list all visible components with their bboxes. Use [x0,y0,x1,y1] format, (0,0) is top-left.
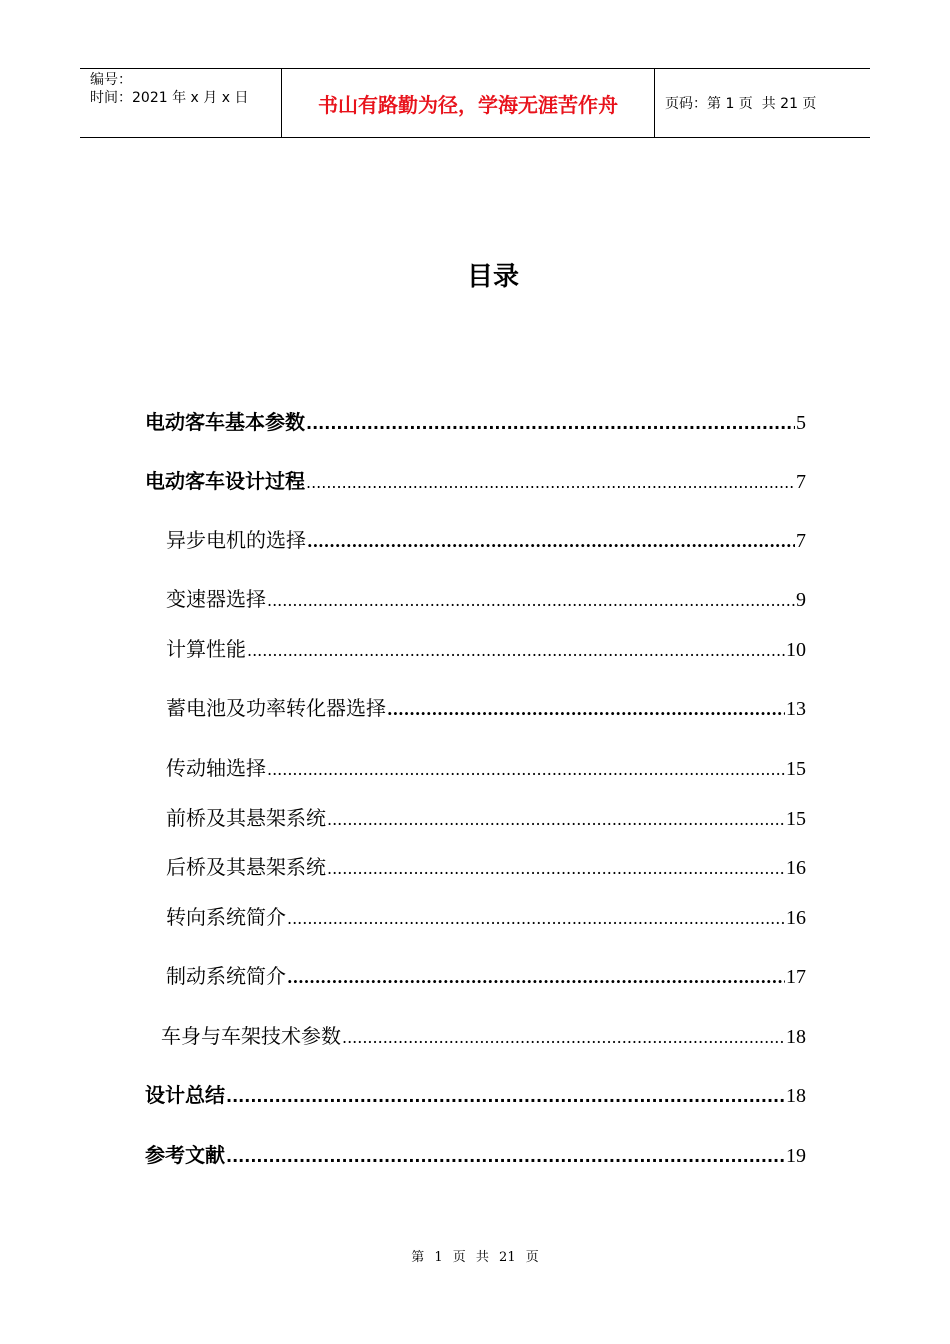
toc-entry-page: 7 [796,530,806,552]
toc-entry-page: 19 [786,1145,806,1167]
toc-leader [226,1147,785,1166]
toc-entry[interactable] [166,851,806,880]
toc-leader [327,859,785,878]
header-motto: 书山有路勤为径，学海无涯苦作舟 [282,69,655,137]
page-title: 目录 [466,262,519,292]
toc-leader [306,473,795,492]
toc-leader [327,810,785,829]
toc-entry-page: 18 [786,1026,806,1048]
page-footer: 第 1 页 共 21 页 [411,1250,539,1265]
page-info-text: 页码：第 1 页 共 21 页 [665,96,817,112]
toc-entry-label: 转向系统简介 [166,905,286,929]
toc-entry-page: 9 [796,589,806,611]
toc-entry-label: 传动轴选择 [166,756,266,780]
toc-entry[interactable] [166,633,806,662]
toc-entry[interactable] [161,1020,806,1049]
header-meta [80,69,282,137]
toc-entry[interactable] [166,752,806,781]
page-header [80,68,870,138]
toc-leader [226,1087,785,1106]
toc-entry-label: 计算性能 [166,637,246,661]
toc-entry-page: 5 [796,412,806,434]
toc-entry[interactable] [145,465,806,494]
toc-entry-page: 17 [786,966,806,988]
toc-entry[interactable] [166,960,806,989]
toc-entry-label: 蓄电池及功率转化器选择 [166,696,386,720]
toc-entry-label: 设计总结 [145,1083,225,1107]
toc-entry-label: 电动客车基本参数 [145,410,305,434]
toc-entry-page: 13 [786,698,806,720]
header-page-info [655,69,870,137]
toc-leader [287,909,785,928]
toc-entry-label: 参考文献 [145,1143,225,1167]
toc-leader [247,641,785,660]
toc-entry[interactable] [166,583,806,612]
toc-entry-page: 15 [786,758,806,780]
toc-entry-page: 10 [786,639,806,661]
toc-entry[interactable] [166,802,806,831]
toc-leader [387,700,785,719]
toc-entry[interactable] [166,524,806,553]
toc-entry-label: 电动客车设计过程 [145,469,305,493]
toc-entry-label: 车身与车架技术参数 [161,1024,341,1048]
toc-entry-label: 前桥及其悬架系统 [166,806,326,830]
toc-leader [306,414,795,433]
toc-leader [267,591,795,610]
toc-entry-page: 16 [786,857,806,879]
toc-leader [267,760,785,779]
toc-entry-label: 异步电机的选择 [166,528,306,552]
toc-leader [307,532,795,551]
toc-entry-page: 16 [786,907,806,929]
toc-leader [342,1028,785,1047]
number-label: 编号： [90,72,132,88]
toc-entry-page: 18 [786,1085,806,1107]
toc-entry-label: 后桥及其悬架系统 [166,855,326,879]
toc-entry[interactable] [145,1139,806,1168]
toc-entry-label: 变速器选择 [166,587,266,611]
toc-entry[interactable] [166,692,806,721]
toc-leader [287,968,785,987]
toc-entry-page: 7 [796,471,806,493]
toc-entry[interactable] [166,901,806,930]
toc-entry[interactable] [145,406,806,435]
toc-entry[interactable] [145,1079,806,1108]
toc-entry-page: 15 [786,808,806,830]
toc-entry-label: 制动系统简介 [166,964,286,988]
time-label: 时间：2021 年 x 月 x 日 [90,90,249,106]
